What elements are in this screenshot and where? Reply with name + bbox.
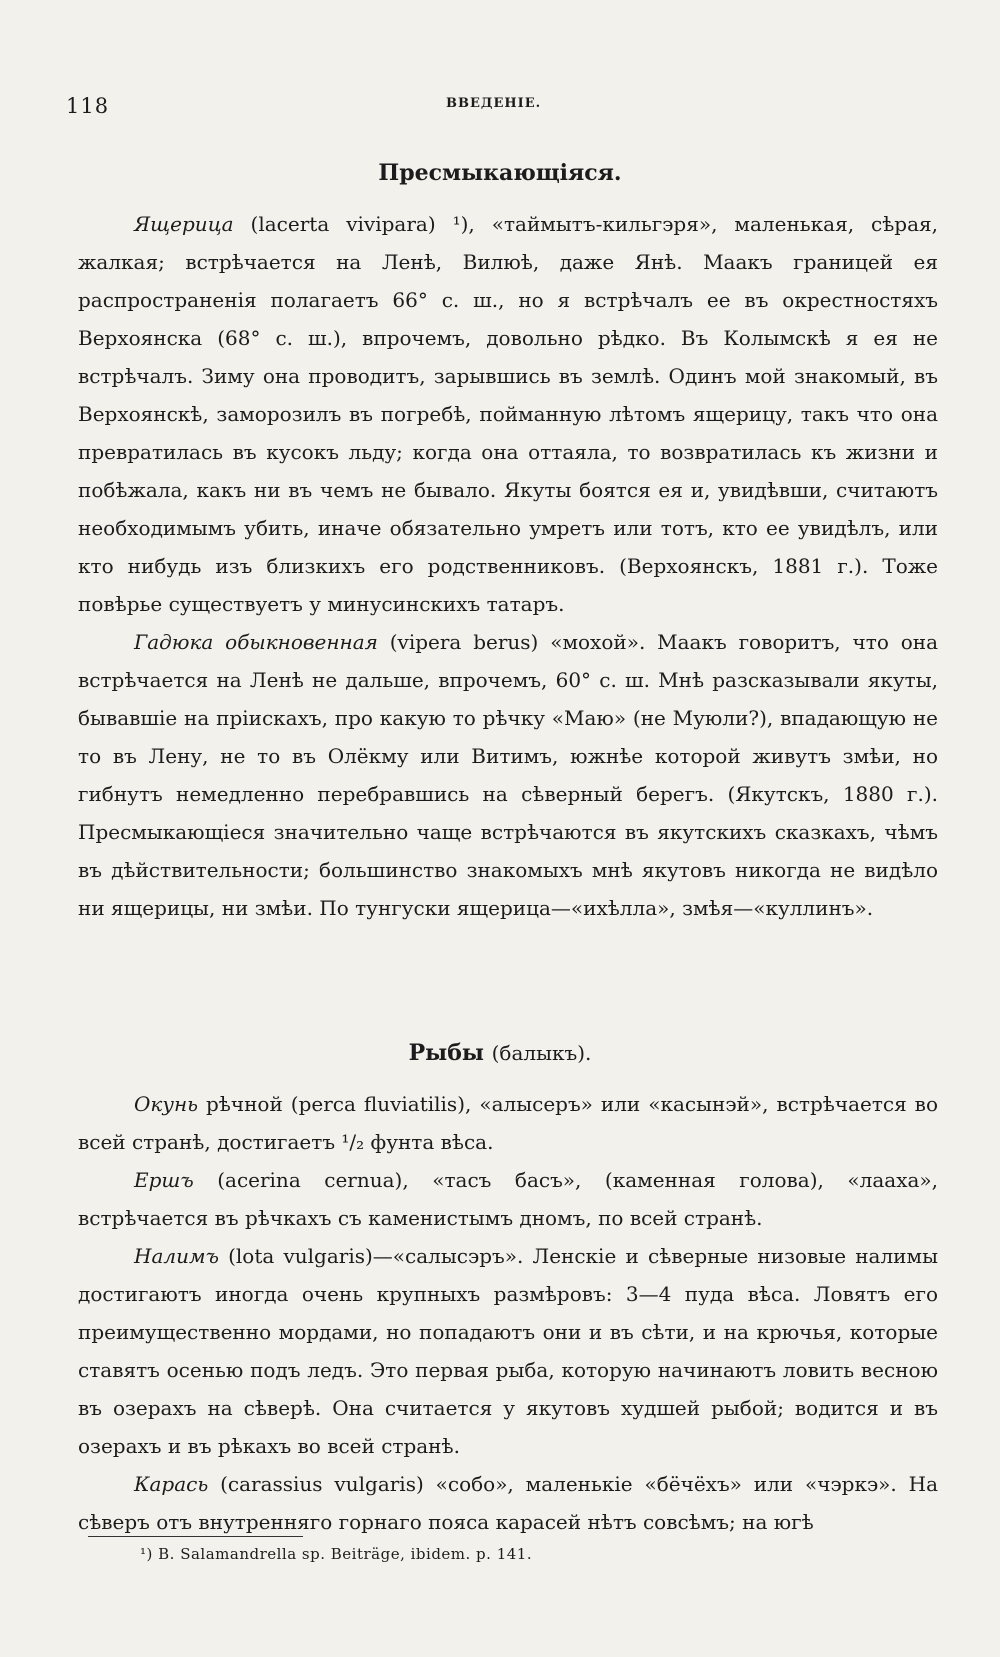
section-title-fish <box>0 1040 1000 1066</box>
section-title-text: Пресмыкающіяся. <box>378 160 622 186</box>
paragraph-viper <box>78 623 938 927</box>
paragraph-lead: Ершъ <box>134 1168 194 1192</box>
section-body-reptiles <box>78 205 938 927</box>
paragraph-text: (vipera berus) «мохой». Маакъ говоритъ, что она встрѣчается на Ленѣ не дальше, впрочемъ, 60° с. ш. Мнѣ разсказывали якуты, бывавшіе на пріискахъ, про какую то рѣчку «Маю» (не Муюли?), впадающую не то въ Лену, не то въ Олёкму или Витимъ, южнѣе которой живутъ змѣи, но гибнутъ немедленно перебравшись на сѣверный берегъ. (Якутскъ, 1880 г.). Пресмыкающіеся значительно чаще встрѣчаются въ якутскихъ сказкахъ, чѣмъ въ дѣйствительности; большинство знакомыхъ мнѣ якутовъ никогда не видѣло ни ящерицы, ни змѣи. По тунгуски ящерица—«ихѣлла», змѣя—«куллинъ». <box>78 630 939 920</box>
page-number: 118 <box>66 94 110 118</box>
paragraph-burbot <box>78 1237 938 1465</box>
paragraph-text: (carassius vulgaris) «собо», маленькіе «бёчёхъ» или «чэркэ». На сѣверъ отъ внутренняго горнаго пояса карасей нѣтъ совсѣмъ; на югѣ <box>78 1472 938 1534</box>
paragraph-lead: Карась <box>134 1472 209 1496</box>
paragraph-lead: Гадюка обыкновенная <box>134 630 378 654</box>
paragraph-text: (lota vulgaris)—«салысэръ». Ленскіе и сѣверные низовые налимы достигаютъ иногда очень крупныхъ размѣровъ: 3—4 пуда вѣса. Ловятъ его преимущественно мордами, но попадаютъ они и въ сѣти, и на крючья, которые ставятъ осенью подъ ледъ. Это первая рыба, которую начинаютъ ловить весною въ озерахъ на сѣверѣ. Она считается у якутовъ худшей рыбой; водится и въ озерахъ и въ рѣкахъ во всей странѣ. <box>78 1244 938 1458</box>
section-title-reptiles <box>0 160 1000 186</box>
paragraph-carp <box>78 1465 938 1541</box>
paragraph-perch <box>78 1085 938 1161</box>
section-subtitle: (балыкъ). <box>491 1041 592 1065</box>
section-body-fish <box>78 1085 938 1541</box>
paragraph-lead: Налимъ <box>134 1244 219 1268</box>
running-head: ВВЕДЕНІЕ. <box>446 96 542 111</box>
paragraph-text: рѣчной (perca fluviatilis), «алысеръ» или «касынэй», встрѣчается во всей странѣ, достигаетъ ¹/₂ фунта вѣса. <box>78 1092 938 1154</box>
page-header <box>66 92 936 122</box>
paragraph-text: (acerina cernua), «тасъ басъ», (каменная голова), «лааха», встрѣчается въ рѣчкахъ съ каменистымъ дномъ, по всей странѣ. <box>78 1168 938 1230</box>
paragraph-lead: Ящерица <box>134 212 234 236</box>
footnote: ¹) B. Salamandrella sp. Beiträge, ibidem. p. 141. <box>140 1545 533 1563</box>
paragraph-lead: Окунь <box>134 1092 199 1116</box>
paragraph-ruffe <box>78 1161 938 1237</box>
paragraph-lizard <box>78 205 938 623</box>
section-title-text: Рыбы <box>408 1040 484 1066</box>
footnote-divider <box>88 1536 303 1537</box>
paragraph-text: (lacerta vivipara) ¹), «таймытъ-кильгэря», маленькая, сѣрая, жалкая; встрѣчается на Ленѣ, Вилюѣ, даже Янѣ. Маакъ границей ея распространенія полагаетъ 66° с. ш., но я встрѣчалъ ее въ окрестностяхъ Верхоянска (68° с. ш.), впрочемъ, довольно рѣдко. Въ Колымскѣ я ея не встрѣчалъ. Зиму она проводитъ, зарывшись въ землѣ. Одинъ мой знакомый, въ Верхоянскѣ, заморозилъ въ погребѣ, пойманную лѣтомъ ящерицу, такъ что она превратилась въ кусокъ льду; когда она оттаяла, то возвратилась къ жизни и побѣжала, какъ ни въ чемъ не бывало. Якуты боятся ея и, увидѣвши, считаютъ необходимымъ убить, иначе обязательно умретъ или тотъ, кто ее увидѣлъ, или кто нибудь изъ близкихъ его родственниковъ. (Верхоянскъ, 1881 г.). Тоже повѣрье существуетъ у минусинскихъ татаръ. <box>78 212 938 616</box>
